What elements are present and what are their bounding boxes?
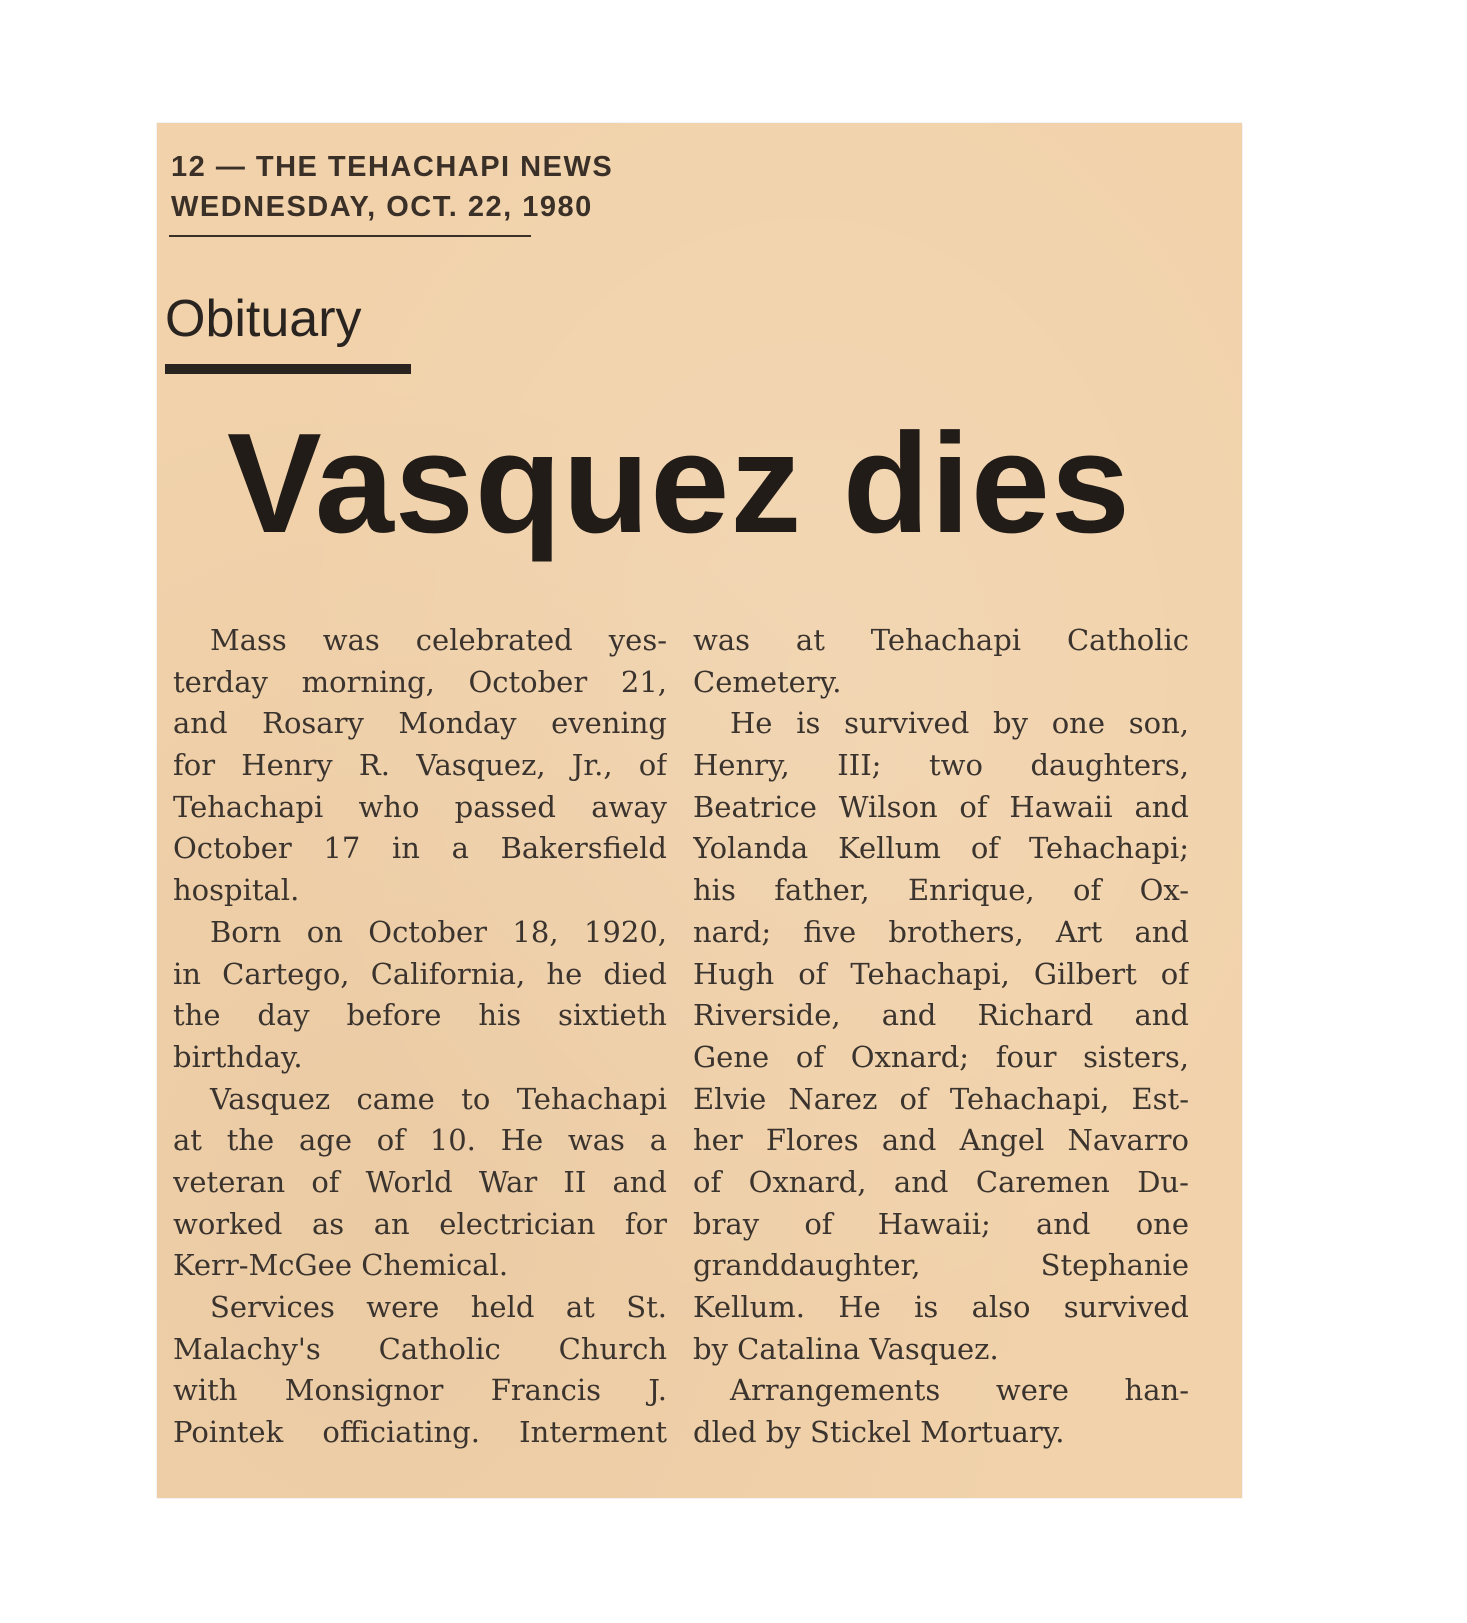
article-text-line: terday morning, October 21, [173,664,667,699]
article-text-line: veteran of World War II and [173,1164,667,1199]
article-text-line: Cemetery. [693,664,842,699]
article-text-line: the day before his sixtieth [173,998,667,1033]
article-text-line: for Henry R. Vasquez, Jr., of [173,748,667,783]
article-text-line: his father, Enrique, of Ox- [693,873,1189,908]
article-text-line: Arrangements were han- [730,1373,1189,1408]
page-header-date: WEDNESDAY, OCT. 22, 1980 [171,191,593,223]
article-text-line: at the age of 10. He was a [173,1123,667,1158]
article-text-line: nard; five brothers, Art and [693,914,1189,949]
article-text-line: with Monsignor Francis J. [173,1373,667,1408]
article-text-line: Kerr-McGee Chemical. [173,1248,509,1283]
newspaper-clipping [157,123,1242,1498]
section-underline [165,364,411,374]
article-text-line: Services were held at St. [210,1290,667,1324]
article-text-line: Hugh of Tehachapi, Gilbert of [693,956,1189,991]
article-text-line: of Oxnard, and Caremen Du- [693,1164,1189,1199]
article-text-line: was at Tehachapi Catholic [693,623,1189,657]
headline: Vasquez dies [227,404,1131,563]
article-text-line: and Rosary Monday evening [173,706,667,741]
article-text-line: Pointek officiating. Interment [173,1415,667,1450]
section-label: Obituary [165,290,362,348]
article-text-line: Tehachapi who passed away [173,789,667,824]
article-text-line: October 17 in a Bakersfield [173,831,667,866]
article-text-line: Kellum. He is also survived [693,1290,1189,1324]
article-text-line: Gene of Oxnard; four sisters, [693,1039,1189,1074]
article-text-line: Elvie Narez of Tehachapi, Est- [693,1081,1189,1116]
article-text-line: He is survived by one son, [730,706,1189,741]
article-column-right [693,620,1189,1454]
article-text-line: Riverside, and Richard and [693,998,1189,1033]
article-text-line: worked as an electrician for [173,1206,667,1241]
article-text-line: birthday. [173,1039,303,1074]
article-text-line: her Flores and Angel Navarro [693,1123,1189,1158]
article-text-line: Yolanda Kellum of Tehachapi; [693,831,1189,866]
article-text-line: hospital. [173,873,300,908]
article-text-line: Henry, III; two daughters, [693,748,1189,783]
article-text-line: granddaughter, Stephanie [693,1248,1189,1283]
article-text-line: by Catalina Vasquez. [693,1331,999,1366]
article-text-line: Mass was celebrated yes- [210,623,667,657]
article-column-left [173,620,667,1454]
article-text-line: Born on October 18, 1920, [210,914,667,949]
article-text-line: Malachy's Catholic Church [173,1331,667,1366]
article-text-line: in Cartego, California, he died [173,956,667,991]
header-divider [169,235,531,237]
article-text-line: Vasquez came to Tehachapi [210,1081,667,1116]
article-text-line: Beatrice Wilson of Hawaii and [693,789,1189,824]
page-header-publication: 12 — THE TEHACHAPI NEWS [171,151,614,183]
article-text-line: bray of Hawaii; and one [693,1206,1189,1241]
article-text-line: dled by Stickel Mortuary. [693,1415,1065,1450]
